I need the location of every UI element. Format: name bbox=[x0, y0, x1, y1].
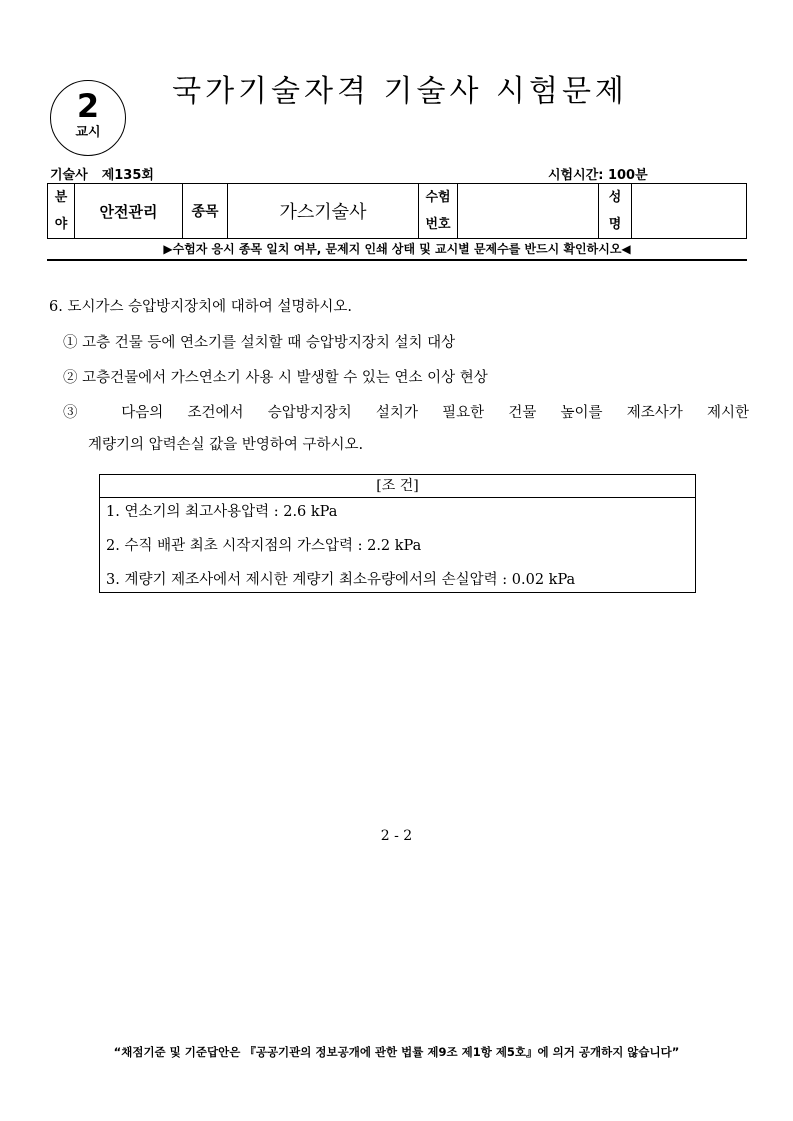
question-main: 6. 도시가스 승압방지장치에 대하여 설명하시오. bbox=[49, 299, 353, 315]
exam-session bbox=[50, 164, 168, 183]
conditions-title: [조 건] bbox=[100, 475, 695, 498]
field-value: 안전관리 bbox=[75, 184, 183, 239]
exam-number-field[interactable] bbox=[458, 184, 599, 239]
question-sub-3-line2: 계량기의 압력손실 값을 반영하여 구하시오. bbox=[88, 437, 364, 453]
name-label-top: 성 bbox=[608, 189, 622, 205]
period-number: 2 bbox=[76, 87, 100, 125]
session-type: 기술사 bbox=[50, 168, 88, 183]
condition-item-2: 2. 수직 배관 최초 시작지점의 가스압력 : 2.2 kPa bbox=[106, 538, 422, 554]
field-label-top: 분 bbox=[54, 189, 68, 205]
category-label: 종목 bbox=[183, 184, 228, 239]
notice-banner: ▶수험자 응시 종목 일치 여부, 문제지 인쇄 상태 및 교시별 문제수를 반드시 확인하시오◀ bbox=[47, 239, 747, 261]
question-sub-1: ① 고층 건물 등에 연소기를 설치할 때 승압방지장치 설치 대상 bbox=[63, 335, 456, 351]
footer-note: “채점기준 및 기준답안은 『공공기관의 정보공개에 관한 법률 제9조 제1항 제5호』에 의거 공개하지 않습니다” bbox=[113, 1045, 680, 1059]
exam-number-label-cell bbox=[419, 184, 458, 239]
session-round: 제135회 bbox=[101, 168, 154, 183]
page-number: 2 - 2 bbox=[380, 828, 413, 844]
page-title: 국가기술자격 기술사 시험문제 bbox=[172, 74, 628, 109]
category-value: 가스기술사 bbox=[228, 184, 419, 239]
exam-number-label-top: 수험 bbox=[425, 189, 451, 205]
question-sub-2: ② 고층건물에서 가스연소기 사용 시 발생할 수 있는 연소 이상 현상 bbox=[63, 370, 488, 386]
exam-info-table bbox=[47, 183, 747, 239]
name-field[interactable] bbox=[632, 184, 747, 239]
name-label-bottom: 명 bbox=[608, 216, 622, 232]
condition-item-3: 3. 계량기 제조사에서 제시한 계량기 최소유량에서의 손실압력 : 0.02 kPa bbox=[106, 572, 576, 588]
question-sub-3-line1: ③ 다음의 조건에서 승압방지장치 설치가 필요한 건물 높이를 제조사가 제시한 bbox=[63, 405, 749, 421]
exam-time: 시험시간: 100분 bbox=[548, 168, 648, 183]
period-badge bbox=[50, 80, 126, 156]
exam-number-label-bottom: 번호 bbox=[425, 216, 451, 232]
period-label: 교시 bbox=[75, 125, 101, 140]
field-label-bottom: 야 bbox=[54, 216, 68, 232]
condition-item-1: 1. 연소기의 최고사용압력 : 2.6 kPa bbox=[106, 504, 338, 520]
conditions-box bbox=[99, 474, 696, 593]
field-label-cell bbox=[48, 184, 75, 239]
name-label-cell bbox=[599, 184, 632, 239]
